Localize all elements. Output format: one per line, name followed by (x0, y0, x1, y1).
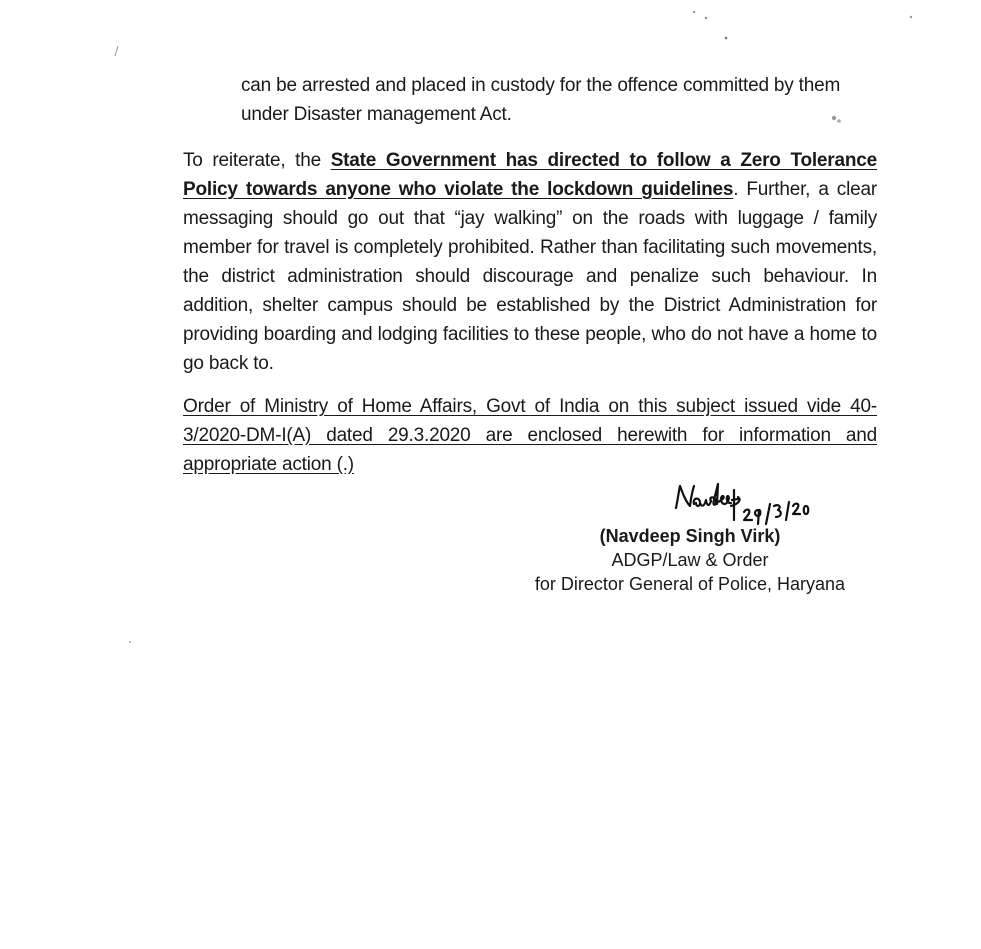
continuation-paragraph: can be arrested and placed in custody for the offence committed by them under Disaster management Act. (241, 75, 841, 125)
signature-block (505, 524, 875, 596)
signatory-name: (Navdeep Singh Virk) (599, 526, 781, 546)
reiterate-rest: . Further, a clear messaging should go out that “jay walking” on the roads with luggage / family member for travel is completely prohibited. Rather than facilitating such movements, the district administration should discourage and penalize such behaviour. In addition, shelter campus should be established by the District Administration for providing boarding and lodging facilities to these people, who do not have a home to go back to. (183, 179, 877, 374)
signatory-designation: ADGP/Law & Order (611, 550, 769, 570)
mha-order-paragraph: Order of Ministry of Home Affairs, Govt of India on this subject issued vide 40-3/2020-DM-I(A) dated 29.3.2020 are enclosed herewith for information and appropriate action (.) (183, 396, 877, 475)
scan-dot-corner (906, 12, 916, 22)
signatory-on-behalf: for Director General of Police, Haryana (534, 574, 846, 594)
scan-mark-left (112, 44, 122, 58)
scan-speck-top (690, 8, 750, 48)
reiterate-intro: To reiterate, the (183, 150, 331, 171)
reiterate-paragraph (183, 146, 877, 378)
scan-dot-lower (126, 638, 134, 646)
scan-speck-right (828, 112, 852, 128)
zero-tolerance-emphasis: State Government has directed to follow a Zero Tolerance Policy towards anyone who violate the lockdown guidelines (183, 150, 877, 200)
